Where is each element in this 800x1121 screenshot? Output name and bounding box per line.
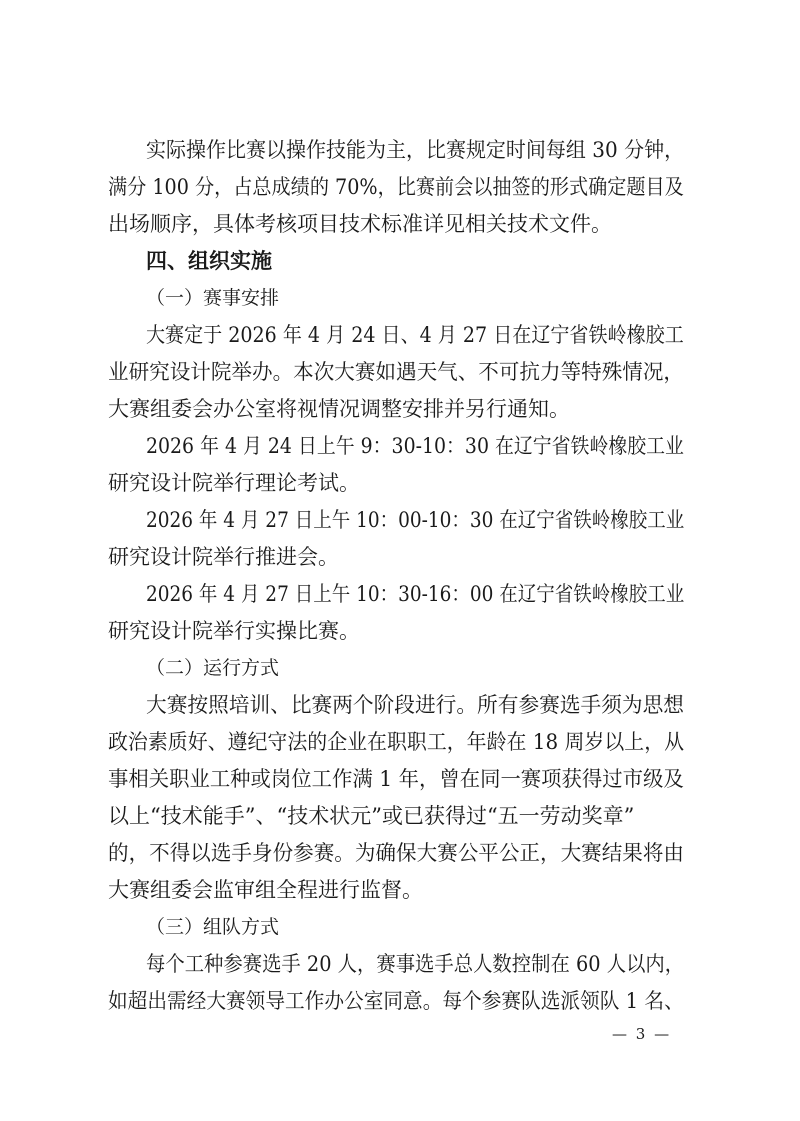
paragraph-line: 研究设计院举行理论考试。 [108, 471, 360, 495]
paragraph-line: 以上“技术能手”、“技术状元”或已获得过“五一劳动奖章” [108, 804, 635, 828]
paragraph-line: 2026 年 4 月 27 日上午 10：30-16：00 在辽宁省铁岭橡胶工业 [146, 582, 685, 606]
paragraph-line: 业研究设计院举办。本次大赛如遇天气、不可抗力等特殊情况， [108, 360, 685, 384]
subsection-heading: （二）运行方式 [146, 657, 280, 679]
paragraph-line: 大赛组委会监审组全程进行监督。 [108, 878, 423, 902]
paragraph-line: 事相关职业工种或岗位工作满 1 年，曾在同一赛项获得过市级及 [108, 767, 684, 791]
subsection-heading: （一）赛事安排 [146, 287, 280, 309]
paragraph-line: 研究设计院举行推进会。 [108, 545, 339, 569]
paragraph-line: 每个工种参赛选手 20 人，赛事选手总人数控制在 60 人以内， [146, 952, 685, 976]
subsection-heading: （三）组队方式 [146, 916, 280, 938]
paragraph-line: 大赛定于 2026 年 4 月 24 日、4 月 27 日在辽宁省铁岭橡胶工 [146, 323, 684, 347]
paragraph-line: 政治素质好、遵纪守法的企业在职职工，年龄在 18 周岁以上，从 [108, 730, 685, 754]
paragraph-line: 如超出需经大赛领导工作办公室同意。每个参赛队选派领队 1 名、 [108, 989, 684, 1013]
paragraph-line: 大赛按照培训、比赛两个阶段进行。所有参赛选手须为思想 [146, 693, 684, 717]
paragraph-line: 大赛组委会办公室将视情况调整安排并另行通知。 [108, 397, 570, 421]
page-number: — 3 — [612, 1025, 672, 1043]
paragraph-line: 2026 年 4 月 27 日上午 10：00-10：30 在辽宁省铁岭橡胶工业 [146, 508, 685, 532]
section-heading: 四、组织实施 [146, 249, 272, 273]
paragraph-line: 出场顺序，具体考核项目技术标准详见相关技术文件。 [108, 212, 612, 236]
paragraph-line: 的，不得以选手身份参赛。为确保大赛公平公正，大赛结果将由 [108, 841, 685, 865]
paragraph-line: 实际操作比赛以操作技能为主，比赛规定时间每组 30 分钟， [146, 138, 685, 162]
paragraph-line: 研究设计院举行实操比赛。 [108, 619, 360, 643]
paragraph-line: 2026 年 4 月 24 日上午 9：30-10：30 在辽宁省铁岭橡胶工业 [146, 434, 684, 458]
paragraph-line: 满分 100 分，占总成绩的 70%，比赛前会以抽签的形式确定题目及 [108, 175, 684, 199]
